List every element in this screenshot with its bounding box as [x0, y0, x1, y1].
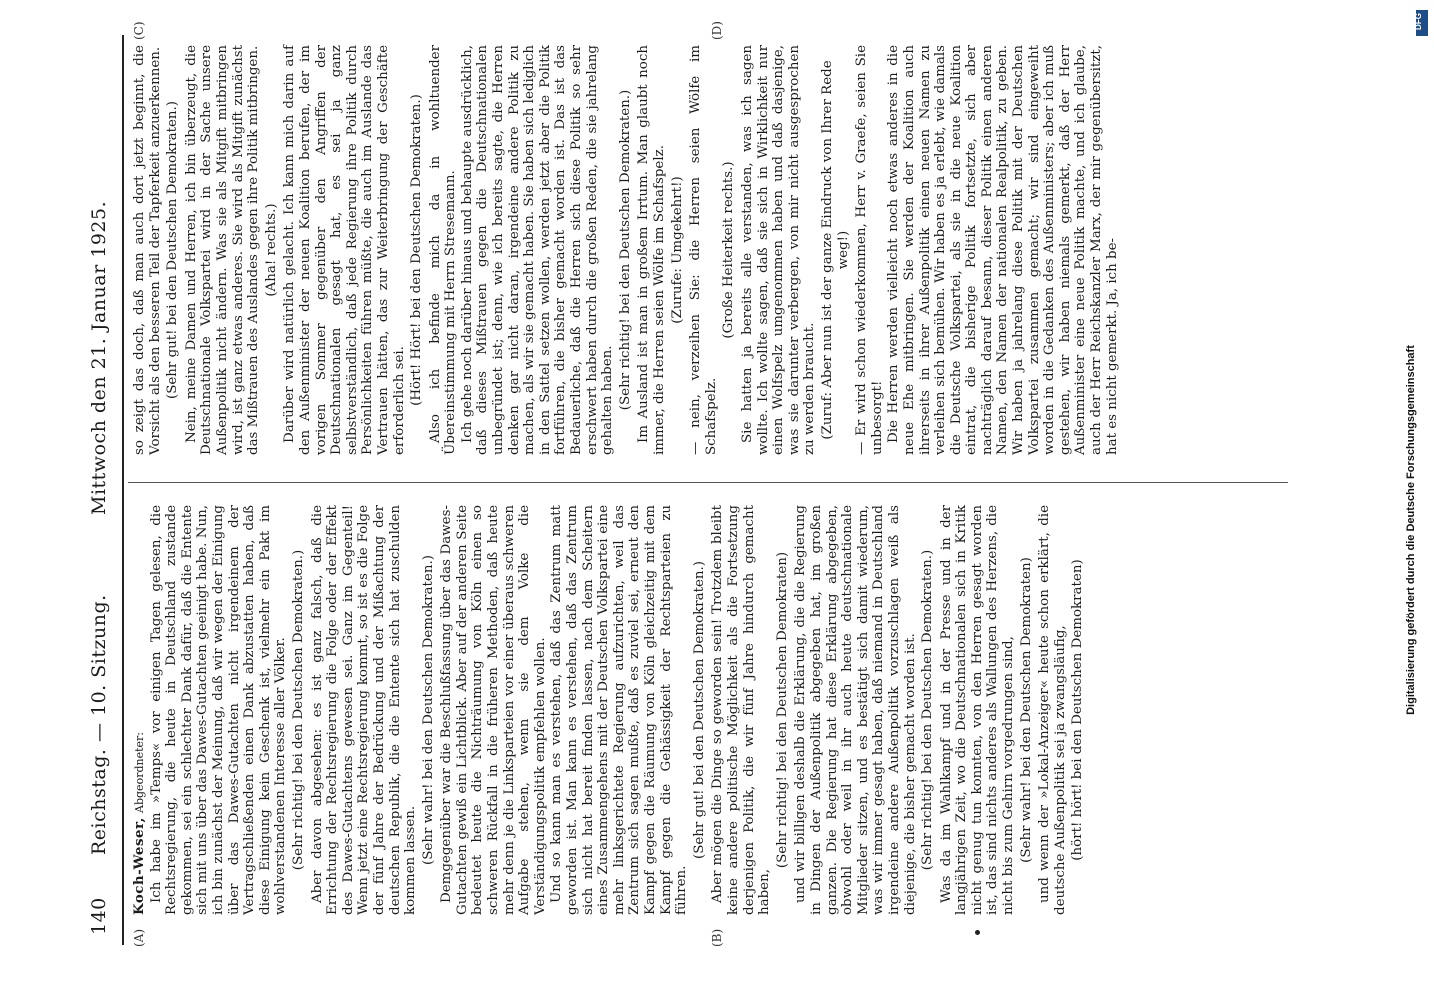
speaker-line [132, 505, 148, 915]
page-number: 140 [88, 897, 110, 935]
interjection: (Sehr gut! bei den Deutschen Demokraten.) [165, 100, 181, 400]
paragraph: Im Ausland ist man in großem Irrtum. Man glaubt noch immer, die Herren seien Wölfe im Schafspelz. [636, 45, 667, 455]
right-column [132, 45, 1121, 455]
speaker-role: Abgeordneter: [133, 732, 146, 813]
digitization-credit-strip [1405, 0, 1434, 1000]
paragraph: Ich gehe noch darüber hinaus und behaupte ausdrücklich, daß dieses Mißtrauen gegen die Deutschnationalen unbegründet ist; denn, wie ich bereits sagte, die Herren denken gar nicht daran, irgendeine andere Politik zu machen, als wir sie gemacht haben. Sie haben sich lediglich in den Sattel setzen wollen, werden jetzt aber die Politik fortführen, die bisher gemacht worden ist. Das ist das Bedauerliche, daß die Herren sich diese Politik so sehr erschwert haben durch die großen Reden, die sie jahrelang gehalten haben. [459, 45, 616, 455]
document-page [70, 15, 1310, 955]
speaker-name: Koch-Weser, [131, 817, 147, 915]
funding-credit: Digitalisierung gefördert durch die Deutsche Forschungsgemeinschaft [1405, 345, 1417, 715]
session-title: Reichstag. — 10. Sitzung. [88, 594, 110, 855]
paragraph: Aber davon abgesehen: es ist ganz falsch, daß die Errichtung der Rechtsregierung die Folge oder der Effekt des Dawes-Gutachtens gewesen sei. Ganz im Gegenteil! Wenn jetzt eine Rechtsregierung kommt, so ist es die Folge der fünf Jahre der Bedrückung und der Mißachtung der deutschen Republik, die die Entente sich hat zuschulden kommen lassen. [309, 505, 419, 915]
paragraph: Aber mögen die Dinge so geworden sein! Trotzdem bleibt keine andere politische Möglichkeit als die Fortsetzung derjenigen Politik, die wir fünf Jahre hindurch gemacht haben, [710, 505, 773, 915]
paragraph: Demgegenüber war die Beschlußfassung über das Dawes-Gutachten gewiß ein Lichtblick. Aber auf der anderen Seite bedeutet heute die Nichträumung von Köln einen so schweren Rückfall in die früheren Methoden, daß heute mehr denn je die Linksparteien vor einer überaus schweren Aufgabe stehen, wenn sie dem Volke die Verständigungspolitik empfehlen wollen. [439, 505, 548, 915]
interjection: (Sehr richtig! bei den Deutschen Demokraten) [774, 551, 790, 869]
ink-spot [975, 930, 980, 935]
paragraph: Was da im Wahlkampf und in der Presse und in der langjährigen Zeit, wo die Deutschnationalen sich in Kritik nicht genug tun konnten, von den Herren gesagt worden ist, das sind nichts anderes als Wallungen des Herzens, die nicht bis zum Gehirn vorgedrungen sind, [938, 505, 1017, 915]
interjection: (Aha! rechts.) [263, 203, 279, 297]
margin-mark-c: (C) [132, 21, 146, 40]
paragraph: so zeigt das doch, daß man auch dort jetzt beginnt, die Vorsicht als den besseren Teil der Tapferkeit anzuerkennen. [132, 45, 163, 455]
session-date: Mittwoch den 21. Januar 1925. [88, 200, 110, 515]
paragraph: Und so kann man es verstehen, daß das Zentrum matt geworden ist. Man kann es verstehen, daß das Zentrum sich nicht hat bereit finden lassen, nach dem Scheitern eines Zusammengehens mit der Deutschen Volkspartei eine mehr linksgerichtete Regierung aufzurichten, weil das Zentrum sich sagen mußte, daß es zuviel sei, erneut den Kampf gegen die Räumung von Köln gleichzeitig mit dem Kampf gegen die Gehässigkeit der Rechtsparteien zu führen. [549, 505, 690, 915]
dfg-logo-text: DFG [1413, 13, 1423, 30]
interjection: (Sehr richtig! bei den Deutschen Demokraten.) [920, 549, 936, 871]
margin-mark-b: (B) [710, 928, 724, 947]
interjection: (Sehr richtig! bei den Deutschen Demokraten.) [290, 549, 306, 871]
interjection: (Sehr wahr! bei den Deutschen Demokraten) [1018, 557, 1034, 863]
paragraph: Ich habe im »Temps« vor einigen Tagen gelesen, die Rechtsregierung, die heute in Deutschland zustande gekommen, sei ein schlechter Dank dafür, daß die Entente sich mit uns über das Dawes-Gutachten geeinigt habe. Nun, ich bin zunächst der Meinung, daß wir wegen der Einigung über das Dawes-Gutachten nicht irgendeinem der Vertragschließenden einen Dank abzustatten haben, daß diese Einigung kein Geschenk ist, vielmehr ein Pakt im wohlverstandenen Interesse aller Völker. [148, 505, 289, 915]
margin-mark-d: (D) [710, 21, 724, 40]
dfg-logo [1413, 10, 1428, 36]
paragraph: und wir billigen deshalb die Erklärung, die die Regierung in Dingen der Außenpolitik abgegeben hat, im großen ganzen. Die Regierung hat diese Erklärung abgegeben, obwohl oder weil in ihr auch heute deutschnationale Mitglieder sitzen, und es bestätigt sich damit wiederum, was wir immer gesagt haben, daß niemand in Deutschland irgendeine andere Außenpolitik vorzuschlagen weiß als diejenige, die bisher gemacht worden ist. [793, 505, 918, 915]
paragraph: Sie hatten ja bereits alle verstanden, was ich sagen wollte. Ich wollte sagen, daß sie sich in Wirklichkeit nur einen Wolfspelz umgenommen haben und daß dasjenige, was sie darunter verbergen, von mir nicht ausgesprochen zu werden braucht. [739, 45, 818, 455]
interjection: (Große Heiterkeit rechts.) [721, 161, 737, 339]
interjection: (Sehr gut! bei den Deutschen Demokraten.) [691, 560, 707, 860]
interjection: (Sehr wahr! bei den Deutschen Demokraten.) [420, 555, 436, 865]
paragraph: Also ich befinde mich da in wohltuender Übereinstimmung mit Herrn Stresemann. [427, 45, 459, 455]
interjection: (Hört! Hört! bei den Deutschen Demokraten.) [409, 94, 425, 406]
paragraph: Darüber wird natürlich gelacht. Ich kann mich darin auf den Außenminister der neuen Koalition berufen, der im vorigen Sommer gegenüber den Angriffen der Deutschnationalen gesagt hat, es sei ja ganz selbstverständlich, daß jede Regierung ihre Politik durch Persönlichkeiten führen müßte, die auch im Auslande das Vertrauen hätten, das zur Weiterbringung der Geschäfte erforderlich sei. [282, 45, 407, 455]
interjection: (Zuruf: Aber nun ist der ganze Eindruck von Ihrer Rede weg!) [819, 60, 851, 440]
column-divider [128, 482, 1288, 483]
header-rule [122, 35, 124, 945]
paragraph: und wenn der »Lokal-Anzeiger« heute schon erklärt, die deutsche Außenpolitik sei ja zwangsläufig, [1037, 505, 1068, 915]
paragraph: — Er wird schon wiederkommen, Herr v. Graefe, seien Sie unbesorgt! [854, 45, 885, 455]
paragraph: Nein, meine Damen und Herren, ich bin überzeugt, die Deutschnationale Volkspartei wird in der Sache unsere Außenpolitik nicht ändern. Was sie als Mitgift mitbringen wird, ist ganz etwas anderes. Sie wird als Mitgift zunächst das Mißtrauen des Auslandes gegen ihre Politik mitbringen. [183, 45, 262, 455]
interjection: (hört! hört! bei den Deutschen Demokraten) [1070, 559, 1086, 861]
interjection: (Sehr richtig! bei den Deutschen Demokraten.) [617, 89, 633, 411]
left-column [132, 505, 1089, 915]
margin-mark-a: (A) [132, 928, 146, 947]
paragraph: Die Herren werden vielleicht noch etwas anderes in die neue Ehe mitbringen. Sie werden der Koalition auch ihrerseits in ihrer Außenpolitik einen neuen Namen zu verleihen sich bemühen. Wir haben es ja erlebt, wie damals die Deutsche Volkspartei, als sie in die neue Koalition eintrat, die bisherige Politik fortsetzte, sich aber nachträglich darauf besann, dieser Politik einen anderen Namen, den Namen der nationalen Realpolitik, zu geben. Wir haben ja jahrelang diese Politik mit der Deutschen Volkspartei zusammen gemacht; wir sind eingeweiht worden in die Gedanken des Außenministers; aber ich muß gestehen, wir haben niemals gemerkt, daß der Herr Außenminister eine neue Politik machte, und ich glaube, auch der Herr Reichskanzler Marx, der mir gegenübersitzt, hat es nicht gemerkt. Ja, ich be- [886, 45, 1120, 455]
page-header [88, 35, 118, 935]
interjection: (Zurufe: Umgekehrt!) [669, 176, 685, 324]
paragraph: — nein, verzeihen Sie: die Herren seien Wölfe im Schafspelz. [688, 45, 719, 455]
